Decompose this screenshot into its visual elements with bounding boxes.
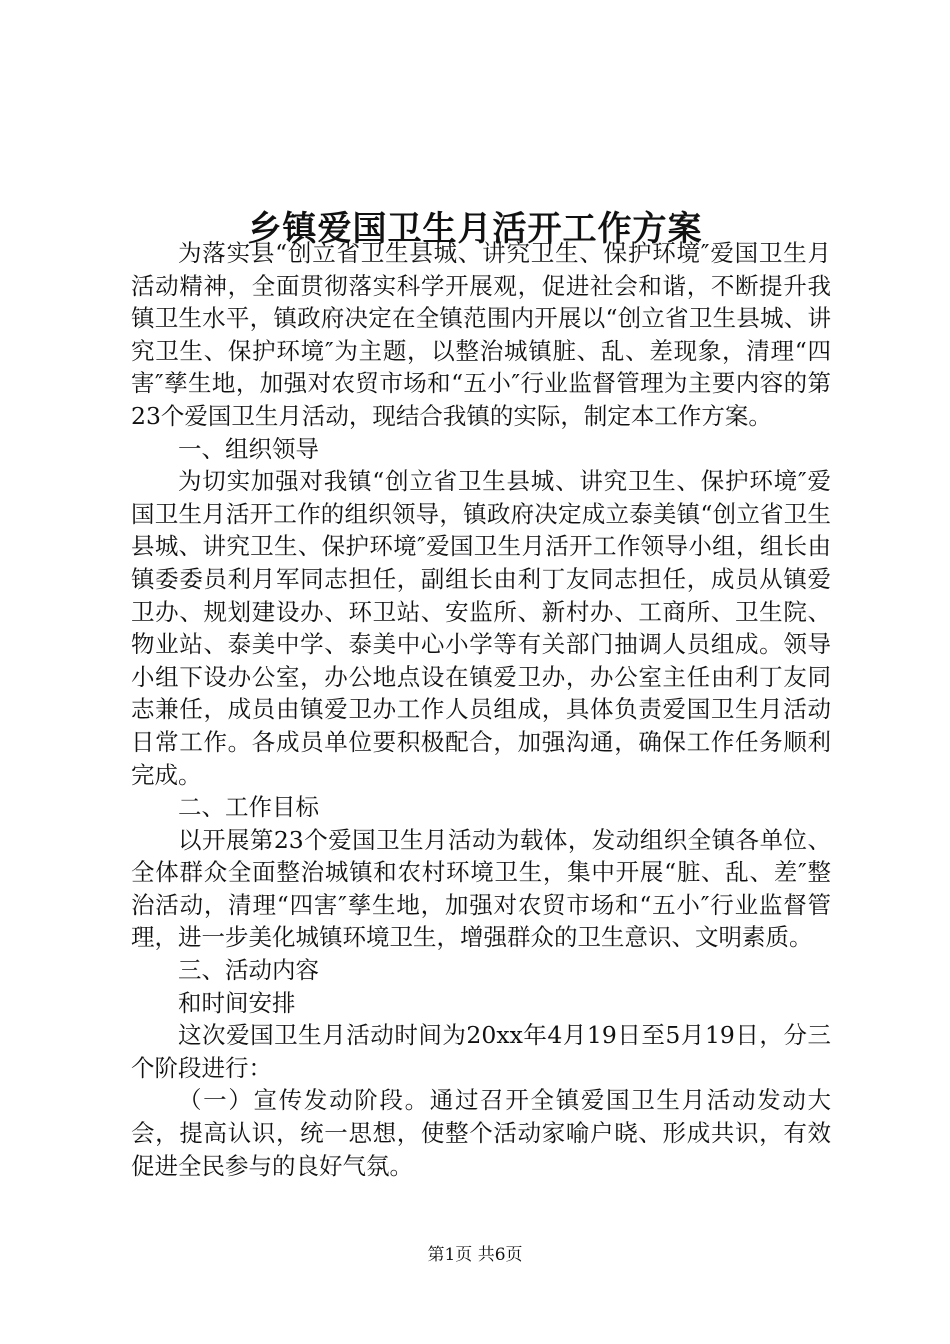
- section-heading-organization: 一、组织领导: [178, 434, 319, 463]
- document-body: [131, 237, 831, 1182]
- section-heading-activities: 三、活动内容: [178, 956, 319, 985]
- page-footer: 第1页 共6页: [427, 1245, 523, 1265]
- section-heading-goals: 二、工作目标: [178, 793, 319, 822]
- phase-one-paragraph: （一）宣传发动阶段。通过召开全镇爱国卫生月活动发动大会，提高认识，统一思想，使整个活动家喻户晓、形成共识，有效促进全民参与的良好气氛。: [131, 1086, 831, 1180]
- schedule-paragraph: 这次爱国卫生月活动时间为20xx年4月19日至5月19日，分三个阶段进行：: [131, 1021, 831, 1082]
- organization-paragraph: 为切实加强对我镇“创立省卫生县城、讲究卫生、保护环境″爱国卫生月活开工作的组织领导，镇政府决定成立泰美镇“创立省卫生县城、讲究卫生、保护环境″爱国卫生月活开工作领导小组，组长由镇委委员利月军同志担任，副组长由利丁友同志担任，成员从镇爱卫办、规划建设办、环卫站、安监所、新村办、工商所、卫生院、物业站、泰美中学、泰美中心小学等有关部门抽调人员组成。领导小组下设办公室，办公地点设在镇爱卫办，办公室主任由利丁友同志兼任，成员由镇爱卫办工作人员组成，具体负责爱国卫生月活动日常工作。各成员单位要积极配合，加强沟通，确保工作任务顺利完成。: [131, 467, 831, 789]
- goals-paragraph: 以开展第23个爱国卫生月活动为载体，发动组织全镇各单位、全体群众全面整治城镇和农村环境卫生，集中开展“脏、乱、差″整治活动，清理“四害″孳生地，加强对农贸市场和“五小″行业监督管理，进一步美化城镇环境卫生，增强群众的卫生意识、文明素质。: [131, 825, 831, 952]
- intro-paragraph: 为落实县“创立省卫生县城、讲究卫生、保护环境″爱国卫生月活动精神，全面贯彻落实科学开展观，促进社会和谐，不断提升我镇卫生水平，镇政府决定在全镇范围内开展以“创立省卫生县城、讲究卫生、保护环境″为主题，以整治城镇脏、乱、差现象，清理“四害″孳生地，加强对农贸市场和“五小″行业监督管理为主要内容的第23个爱国卫生月活动，现结合我镇的实际，制定本工作方案。: [131, 239, 831, 430]
- document-title: 乡镇爱国卫生月活开工作方案: [247, 208, 703, 249]
- section-heading-schedule: 和时间安排: [178, 988, 296, 1017]
